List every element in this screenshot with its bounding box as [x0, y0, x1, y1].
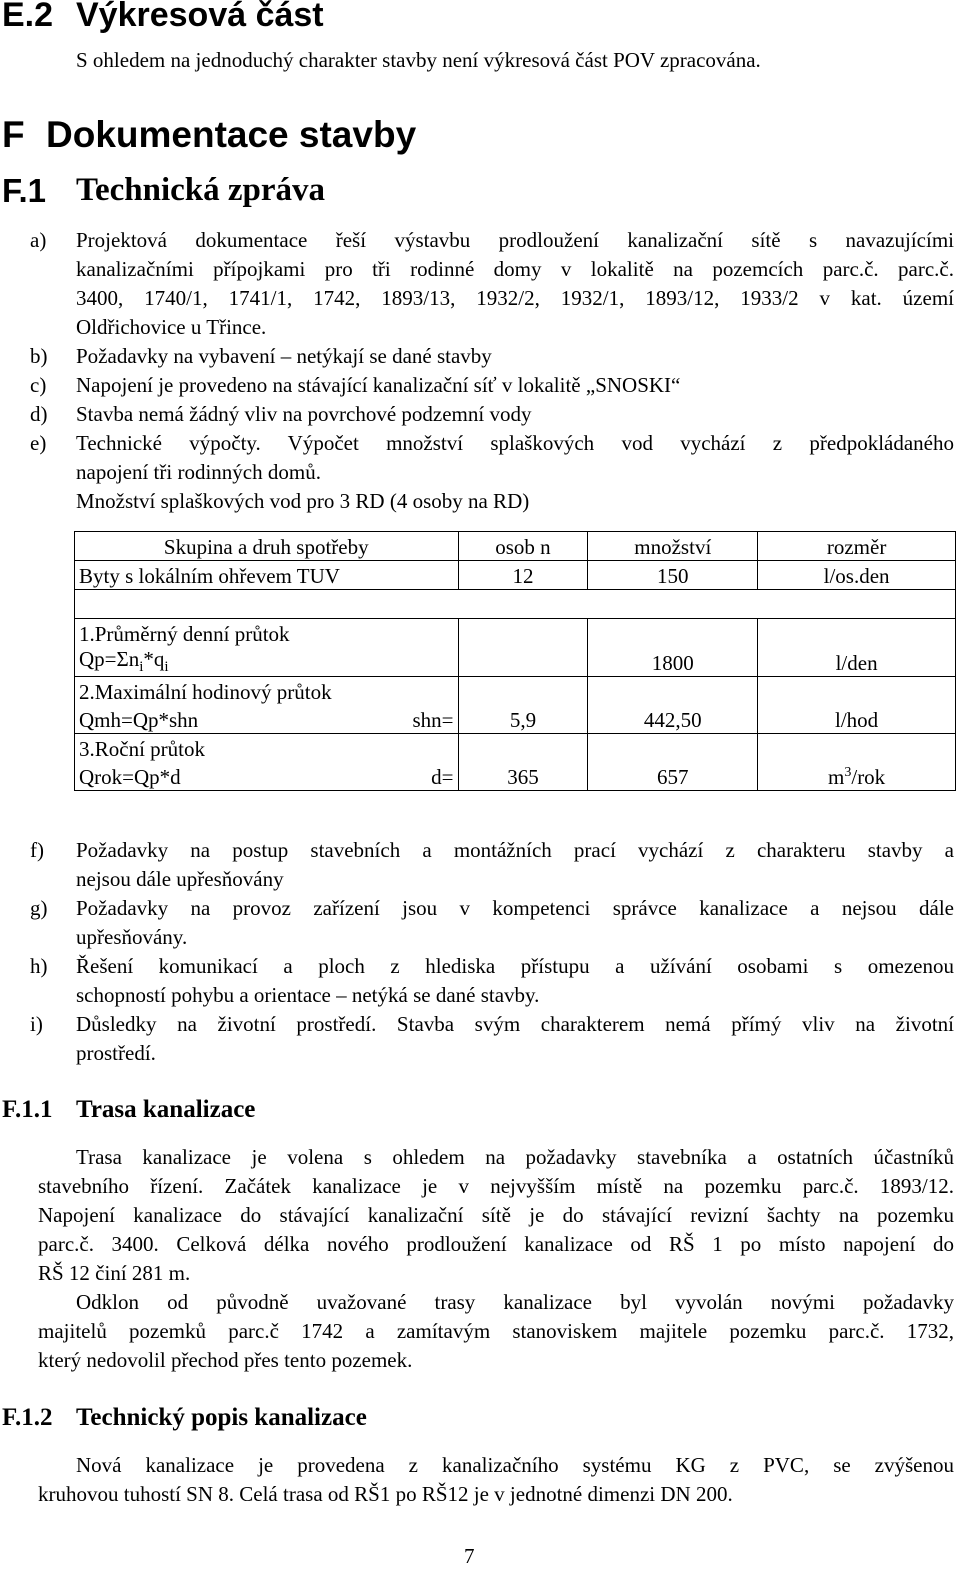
- page-number: 7: [464, 1544, 475, 1568]
- f11-p2-line2: majitelů pozemků parc.č 1742 a zamítavým stanoviskem majitele pozemku parc.č. 1732,: [38, 1319, 954, 1343]
- table-row: [75, 647, 956, 677]
- unit-q3: $m^3$/rok: [828, 765, 886, 790]
- f11-p1-line2: stavebního řízení. Začátek kanalizace je v nejvyšším místě na pozemku parc.č. 1893/12.: [38, 1174, 954, 1198]
- section-f-title: Dokumentace stavby: [46, 114, 417, 155]
- section-e2-text: S ohledem na jednoduchý charakter stavby není výkresová část POV zpracována.: [76, 48, 761, 72]
- table-row: [75, 734, 956, 763]
- table-cell: [588, 619, 758, 648]
- item-i-line2: prostředí.: [76, 1041, 156, 1065]
- table-cell: [75, 647, 459, 677]
- table-cell: 150: [588, 561, 758, 590]
- item-e-line1: Technické výpočty. Výpočet množství splaškových vod vychází z předpokládaného: [76, 431, 954, 455]
- item-d-label: d): [30, 402, 48, 426]
- section-f1-number: F.1: [2, 172, 47, 209]
- item-g-line1: Požadavky na provoz zařízení jsou v kompetenci správce kanalizace a nejsou dále: [76, 896, 954, 920]
- table-cell: [588, 677, 758, 706]
- item-a-label: a): [30, 228, 47, 252]
- section-e2-number: E.2: [2, 0, 54, 34]
- table-cell: [75, 762, 459, 791]
- table-header: osob n: [458, 532, 588, 561]
- table-row: [75, 677, 956, 706]
- item-i-line1: Důsledky na životní prostředí. Stavba svým charakterem nemá přímý vliv na životní: [76, 1012, 954, 1036]
- table-cell: [758, 734, 956, 763]
- item-h-label: h): [30, 954, 48, 978]
- item-e-line3: Množství splaškových vod pro 3 RD (4 osoby na RD): [76, 489, 530, 513]
- table-cell: [458, 734, 588, 763]
- item-a-line3: 3400, 1740/1, 1741/1, 1742, 1893/13, 1932/2, 1932/1, 1893/12, 1933/2 v kat. území: [76, 286, 954, 310]
- f11-p1-line5: RŠ 12 činí 281 m.: [38, 1261, 191, 1285]
- table-cell: [458, 647, 588, 677]
- f12-p1-line1: Nová kanalizace je provedena z kanalizačního systému KG z PVC, se zvýšenou: [76, 1453, 954, 1477]
- formula-q1: $Qp=\Sigma n_i*q_i$: [79, 647, 169, 676]
- table-cell: 12: [458, 561, 588, 590]
- calculation-table: [74, 531, 956, 791]
- item-f-line1: Požadavky na postup stavebních a montážních prací vychází z charakteru stavby a: [76, 838, 954, 862]
- section-f1-title: Technická zpráva: [76, 172, 326, 208]
- item-h-line2: schopností pohybu a orientace – netýká se dané stavby.: [76, 983, 540, 1007]
- f11-p1-line3: Napojení kanalizace do stávající kanalizační sítě je do stávající revizní šachty na pozemku: [38, 1203, 954, 1227]
- item-a-line2: kanalizačními přípojkami pro tři rodinné domy v lokalitě na pozemcích parc.č. parc.č.: [76, 257, 954, 281]
- param-d: d=: [431, 765, 454, 790]
- table-row: [75, 619, 956, 648]
- item-b-label: b): [30, 344, 48, 368]
- table-cell: l/den: [758, 647, 956, 677]
- item-e-line2: napojení tři rodinných domů.: [76, 460, 321, 484]
- table-cell: l/os.den: [758, 561, 956, 590]
- table-cell: [758, 762, 956, 791]
- table-cell: [75, 590, 956, 619]
- section-f12-title: Technický popis kanalizace: [76, 1404, 367, 1431]
- item-c-label: c): [30, 373, 47, 397]
- table-cell: 5,9: [458, 705, 588, 734]
- item-h-line1: Řešení komunikací a ploch z hlediska přístupu a užívání osobami s omezenou: [76, 954, 954, 978]
- f11-p1-line1: Trasa kanalizace je volena s ohledem na požadavky stavebníka a ostatních účastníků: [76, 1145, 954, 1169]
- table-cell: [758, 677, 956, 706]
- f11-p1-line4: parc.č. 3400. Celková délka nového prodloužení kanalizace od RŠ 1 po místo napojení do: [38, 1232, 954, 1256]
- item-a-line1: Projektová dokumentace řeší výstavbu prodloužení kanalizační sítě s navazujícími: [76, 228, 954, 252]
- table-cell: 1800: [588, 647, 758, 677]
- item-g-line2: upřesňovány.: [76, 925, 188, 949]
- item-c-text: Napojení je provedeno na stávající kanalizační síť v lokalitě „SNOSKI“: [76, 373, 681, 397]
- table-cell: 365: [458, 762, 588, 791]
- table-cell: 3.Roční průtok: [75, 734, 459, 763]
- formula-q3: Qrok=Qp*d: [79, 765, 181, 790]
- item-d-text: Stavba nemá žádný vliv na povrchové podzemní vody: [76, 402, 532, 426]
- param-shn: shn=: [412, 708, 454, 733]
- section-f11-title: Trasa kanalizace: [76, 1096, 256, 1123]
- table-cell: 2.Maximální hodinový průtok: [75, 677, 459, 706]
- table-row: [75, 561, 956, 590]
- table-cell: [458, 619, 588, 648]
- f12-p1-line2: kruhovou tuhostí SN 8. Celá trasa od RŠ1 po RŠ12 je v jednotné dimenzi DN 200.: [38, 1482, 733, 1506]
- item-i-label: i): [30, 1012, 43, 1036]
- table-header-row: [75, 532, 956, 561]
- section-f-number: F: [2, 114, 25, 155]
- table-header: množství: [588, 532, 758, 561]
- f11-p2-line1: Odklon od původně uvažované trasy kanalizace byl vyvolán novými požadavky: [76, 1290, 954, 1314]
- item-a-line4: Oldřichovice u Třince.: [76, 315, 267, 339]
- table-cell: 442,50: [588, 705, 758, 734]
- table-row: [75, 705, 956, 734]
- section-f12-number: F.1.2: [2, 1404, 53, 1431]
- table-row: [75, 762, 956, 791]
- item-g-label: g): [30, 896, 48, 920]
- table-cell: [758, 619, 956, 648]
- f11-p2-line3: který nedovolil přechod přes tento pozemek.: [38, 1348, 413, 1372]
- table-cell: [458, 677, 588, 706]
- table-cell: 1.Průměrný denní průtok: [75, 619, 459, 648]
- table-header: rozměr: [758, 532, 956, 561]
- table-empty-row: [75, 590, 956, 619]
- table-cell: 657: [588, 762, 758, 791]
- formula-q2: Qmh=Qp*shn: [79, 708, 199, 733]
- item-b-text: Požadavky na vybavení – netýkají se dané stavby: [76, 344, 492, 368]
- item-f-label: f): [30, 838, 44, 862]
- table-cell: Byty s lokálním ohřevem TUV: [75, 561, 459, 590]
- table-header: Skupina a druh spotřeby: [75, 532, 459, 561]
- table-cell: [75, 705, 459, 734]
- item-e-label: e): [30, 431, 47, 455]
- table-cell: l/hod: [758, 705, 956, 734]
- section-e2-title: Výkresová část: [76, 0, 324, 34]
- section-f11-number: F.1.1: [2, 1096, 53, 1123]
- table-cell: [588, 734, 758, 763]
- item-f-line2: nejsou dále upřesňovány: [76, 867, 284, 891]
